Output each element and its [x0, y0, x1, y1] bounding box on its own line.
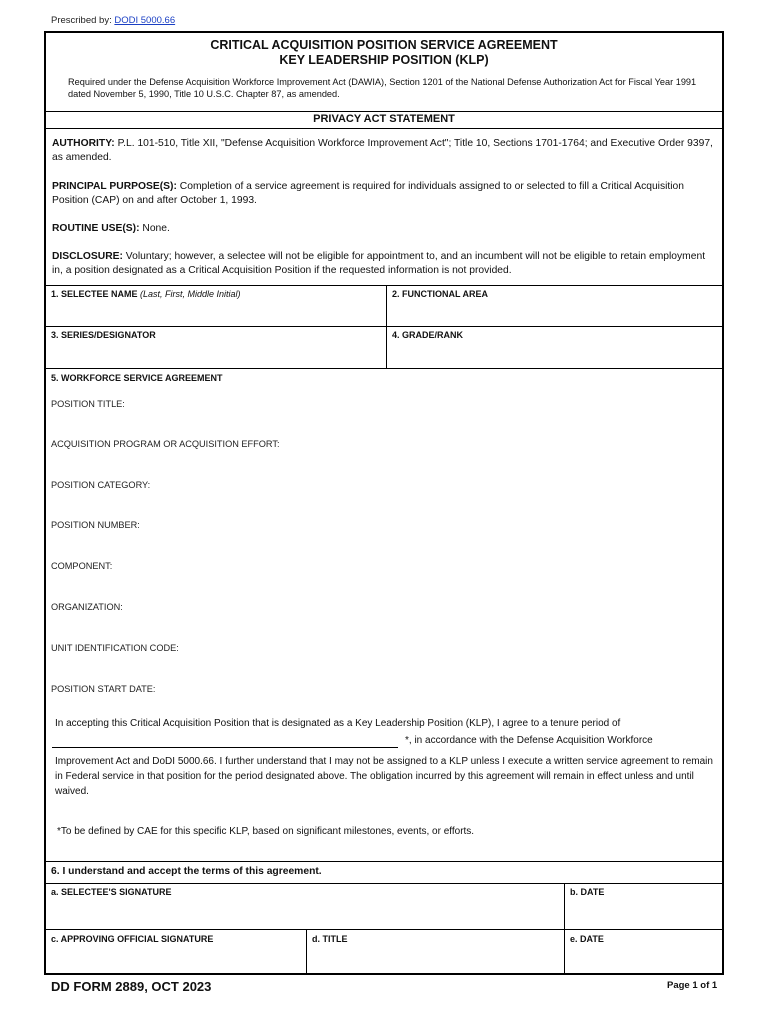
form-title: CRITICAL ACQUISITION POSITION SERVICE AGREEMENT [210, 38, 558, 52]
divider [46, 285, 722, 286]
divider [46, 929, 722, 930]
column-divider [306, 929, 307, 975]
tenure-statement-line2 [46, 734, 722, 750]
form-authority-note: Required under the Defense Acquisition Workforce Improvement Act (DAWIA), Section 1201 of the National Defense Authorization Act for Fiscal Year 1991 dated November 5, 1990, Title 10 U.S.C. Chapter 87, as amended. [68, 77, 697, 99]
prescribed-by-label: Prescribed by: [51, 15, 115, 26]
tenure-statement-rest: Improvement Act and DoDI 5000.66. I further understand that I may not be assigned to a KLP unless I execute a written service agreement to remain in Federal service in that position for the period designated above. The obligation incurred by this agreement will remain in effect unless and until waived. [55, 756, 713, 797]
selectee-name-field[interactable] [51, 289, 241, 299]
prescribed-by [51, 15, 175, 26]
form-frame [44, 31, 724, 975]
divider [46, 326, 722, 327]
form-title-block [46, 33, 722, 111]
unit-identification-code-field[interactable]: UNIT IDENTIFICATION CODE: [51, 643, 179, 653]
form-id: DD FORM 2889, OCT 2023 [51, 979, 212, 994]
approving-date-field[interactable]: e. DATE [570, 934, 604, 944]
tenure-statement-line1: In accepting this Critical Acquisition Position that is designated as a Key Leadership Position (KLP), I agree to a tenure period of [55, 718, 621, 729]
selectee-date-field[interactable]: b. DATE [570, 887, 605, 897]
purpose-label: PRINCIPAL PURPOSE(S): [52, 181, 177, 192]
authority-text: P.L. 101-510, Title XII, "Defense Acquisition Workforce Improvement Act"; Title 10, Sections 1701-1764; and Executive Order 9397, as amended. [52, 138, 713, 163]
purpose-text: Completion of a service agreement is required for individuals assigned to or selected to fill a Critical Acquisition Position (CAP) on and after October 1, 1993. [52, 181, 685, 206]
form-subtitle: KEY LEADERSHIP POSITION (KLP) [279, 53, 489, 67]
dodi-link[interactable]: DODI 5000.66 [114, 15, 176, 26]
tenure-period-input[interactable] [52, 747, 398, 748]
grade-rank-field[interactable]: 4. GRADE/RANK [392, 330, 464, 340]
authority-paragraph [52, 137, 717, 165]
component-field[interactable]: COMPONENT: [51, 561, 113, 571]
selectee-signature-field[interactable]: a. SELECTEE'S SIGNATURE [51, 887, 172, 897]
approving-title-field[interactable]: d. TITLE [312, 934, 348, 944]
acquisition-program-field[interactable]: ACQUISITION PROGRAM OR ACQUISITION EFFORT: [51, 439, 280, 449]
disclosure-text: Voluntary; however, a selectee will not be eligible for appointment to, and an incumbent will not be eligible to retain employment in, a position designated as a Critical Acquisition Position if the requested information is not provided. [52, 251, 706, 276]
disclosure-paragraph [52, 250, 717, 278]
authority-label: AUTHORITY: [52, 138, 115, 149]
divider [46, 111, 722, 112]
tenure-suffix: *, in accordance with the Defense Acquisition Workforce [405, 735, 653, 746]
divider [46, 368, 722, 369]
tenure-footnote: *To be defined by CAE for this specific KLP, based on significant milestones, events, or efforts. [57, 826, 475, 837]
functional-area-field[interactable]: 2. FUNCTIONAL AREA [392, 289, 489, 299]
page-number: Page 1 of 1 [667, 980, 718, 991]
privacy-act-heading: PRIVACY ACT STATEMENT [313, 113, 455, 125]
approving-signature-field[interactable]: c. APPROVING OFFICIAL SIGNATURE [51, 934, 214, 944]
position-number-field[interactable]: POSITION NUMBER: [51, 520, 140, 530]
divider [46, 883, 722, 884]
routine-use-text: None. [139, 223, 170, 234]
disclosure-label: DISCLOSURE: [52, 251, 123, 262]
organization-field[interactable]: ORGANIZATION: [51, 602, 123, 612]
divider [46, 861, 722, 862]
acceptance-heading: 6. I understand and accept the terms of this agreement. [51, 866, 322, 877]
divider [46, 128, 722, 129]
routine-use-label: ROUTINE USE(S): [52, 223, 140, 234]
position-category-field[interactable]: POSITION CATEGORY: [51, 480, 151, 490]
position-title-field[interactable]: POSITION TITLE: [51, 399, 125, 409]
selectee-name-hint: (Last, First, Middle Initial) [140, 289, 241, 299]
routine-use-paragraph [52, 222, 717, 236]
selectee-name-label: 1. SELECTEE NAME [51, 289, 138, 299]
purpose-paragraph [52, 180, 717, 208]
position-start-date-field[interactable]: POSITION START DATE: [51, 684, 156, 694]
workforce-agreement-heading: 5. WORKFORCE SERVICE AGREEMENT [51, 373, 223, 383]
series-designator-field[interactable]: 3. SERIES/DESIGNATOR [51, 330, 156, 340]
